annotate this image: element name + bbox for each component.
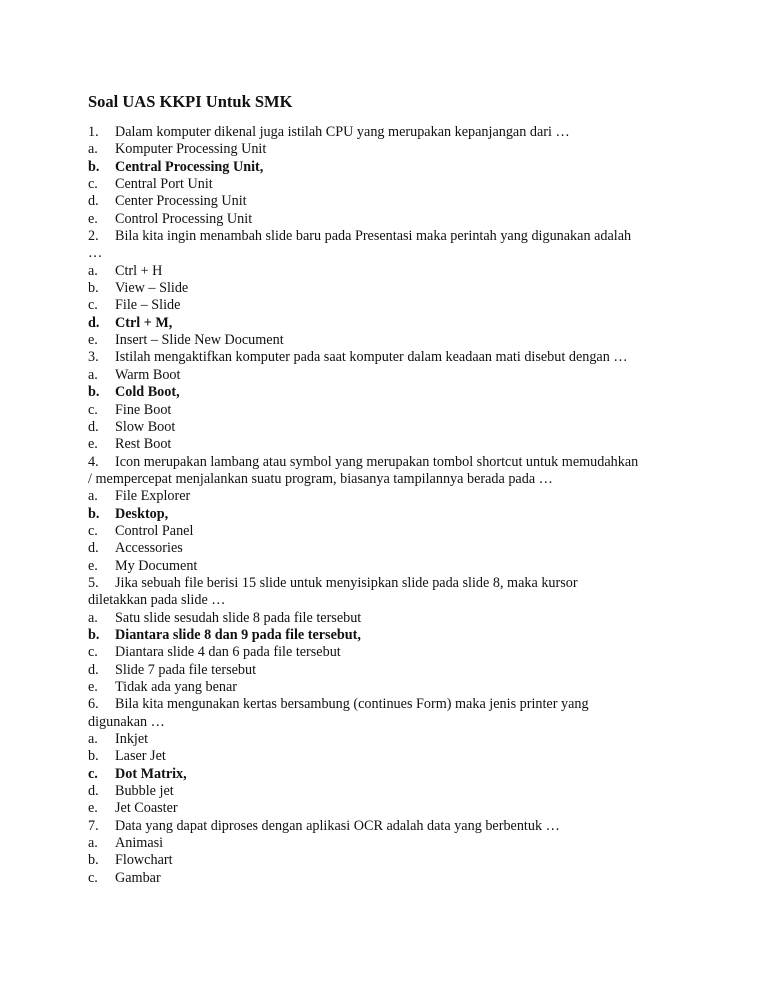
line-text: Center Processing Unit (115, 193, 247, 210)
option-line (88, 610, 688, 627)
line-text: Slow Boot (115, 418, 176, 435)
continuation-line (88, 471, 688, 488)
line-text: Istilah mengaktifkan komputer pada saat komputer dalam keadaan mati disebut dengan … (115, 349, 628, 366)
line-label: e. (88, 210, 98, 227)
line-label: 4. (88, 453, 99, 470)
line-label: b. (88, 384, 100, 401)
line-text: Central Port Unit (115, 176, 213, 193)
option-line (88, 436, 688, 453)
option-line (88, 644, 688, 661)
question-list (88, 124, 688, 887)
option-line (88, 800, 688, 817)
line-label: d. (88, 783, 99, 800)
line-label: e. (88, 332, 98, 349)
question-line (88, 454, 688, 471)
line-label: 1. (88, 124, 99, 140)
option-line (88, 211, 688, 228)
document-page (88, 92, 688, 887)
line-text: Gambar (115, 869, 161, 886)
line-label: d. (88, 661, 99, 678)
line-label: b. (88, 505, 100, 522)
line-text: Flowchart (115, 852, 173, 869)
option-line (88, 783, 688, 800)
continuation-line (88, 245, 688, 262)
question-line (88, 818, 688, 835)
line-text: Fine Boot (115, 401, 172, 418)
line-text: Satu slide sesudah slide 8 pada file tersebut (115, 609, 362, 626)
line-text: diletakkan pada slide … (88, 592, 226, 609)
option-line (88, 748, 688, 765)
line-text: Jet Coaster (115, 800, 178, 817)
line-label: c. (88, 297, 98, 314)
question-line (88, 696, 688, 713)
line-label: 6. (88, 696, 99, 713)
option-line (88, 141, 688, 158)
line-text: Control Processing Unit (115, 210, 253, 227)
line-text: Ctrl + M, (115, 314, 173, 331)
option-line (88, 419, 688, 436)
line-text: Bila kita mengunakan kertas bersambung (continues Form) maka jenis printer yang (115, 696, 589, 713)
line-label: c. (88, 401, 98, 418)
line-label: b. (88, 852, 99, 869)
option-line (88, 852, 688, 869)
line-text: Rest Boot (115, 436, 172, 453)
line-text: Tidak ada yang benar (115, 679, 238, 695)
option-line (88, 662, 688, 679)
line-text: digunakan … (88, 713, 165, 730)
option-line (88, 159, 688, 176)
line-label: a. (88, 731, 98, 748)
line-label: c. (88, 644, 98, 661)
option-line (88, 731, 688, 748)
question-line (88, 228, 688, 245)
question-line (88, 349, 688, 366)
line-label: 2. (88, 228, 99, 245)
option-line (88, 193, 688, 210)
line-label: d. (88, 540, 99, 557)
line-text: File – Slide (115, 297, 181, 314)
line-text: Diantara slide 4 dan 6 pada file tersebut (115, 644, 341, 661)
page-title: Soal UAS KKPI Untuk SMK (88, 92, 293, 111)
line-text: Insert – Slide New Document (115, 332, 284, 349)
continuation-line (88, 592, 688, 609)
option-line (88, 679, 688, 696)
line-text: Control Panel (115, 522, 194, 539)
line-text: Jika sebuah file berisi 15 slide untuk menyisipkan slide pada slide 8, maka kursor (115, 574, 578, 591)
line-label: d. (88, 193, 99, 210)
line-text: Diantara slide 8 dan 9 pada file tersebut, (115, 626, 361, 643)
line-label: c. (88, 765, 98, 782)
option-line (88, 332, 688, 349)
option-line (88, 367, 688, 384)
option-line (88, 176, 688, 193)
option-line (88, 315, 688, 332)
line-text: My Document (115, 557, 198, 574)
line-label: b. (88, 626, 100, 643)
line-label: b. (88, 748, 99, 765)
option-line (88, 297, 688, 314)
line-label: d. (88, 314, 100, 331)
line-text: Accessories (115, 540, 183, 557)
line-text: Animasi (115, 835, 164, 852)
line-label: b. (88, 280, 99, 297)
continuation-line (88, 714, 688, 731)
question-line (88, 124, 688, 141)
line-text: Bubble jet (115, 783, 174, 800)
line-label: e. (88, 679, 98, 695)
option-line (88, 263, 688, 280)
line-label: e. (88, 800, 98, 817)
option-line (88, 402, 688, 419)
option-line (88, 766, 688, 783)
option-line (88, 558, 688, 575)
line-text: / mempercepat menjalankan suatu program, biasanya tampilannya berada pada … (88, 470, 553, 487)
line-label: a. (88, 488, 98, 505)
line-text: Data yang dapat diproses dengan aplikasi OCR adalah data yang berbentuk … (115, 817, 560, 834)
line-text: View – Slide (115, 280, 189, 297)
line-label: c. (88, 176, 98, 193)
line-text: Komputer Processing Unit (115, 141, 267, 158)
line-label: a. (88, 609, 98, 626)
option-line (88, 384, 688, 401)
line-label: 3. (88, 349, 99, 366)
line-label: 7. (88, 817, 99, 834)
line-text: Dalam komputer dikenal juga istilah CPU yang merupakan kepanjangan dari … (115, 124, 570, 140)
line-text: Laser Jet (115, 748, 166, 765)
line-text: Inkjet (115, 731, 149, 748)
line-label: d. (88, 418, 99, 435)
line-text: Warm Boot (115, 366, 181, 383)
line-label: c. (88, 522, 98, 539)
line-label: e. (88, 436, 98, 453)
option-line (88, 488, 688, 505)
option-line (88, 280, 688, 297)
line-label: a. (88, 141, 98, 158)
line-label: a. (88, 366, 98, 383)
line-label: 5. (88, 574, 99, 591)
option-line (88, 627, 688, 644)
line-text: Desktop, (115, 505, 169, 522)
line-label: b. (88, 158, 100, 175)
line-text: Ctrl + H (115, 262, 163, 279)
line-text: Cold Boot, (115, 384, 180, 401)
line-text: File Explorer (115, 488, 191, 505)
line-label: a. (88, 262, 98, 279)
option-line (88, 506, 688, 523)
line-text: Icon merupakan lambang atau symbol yang merupakan tombol shortcut untuk memudahkan (115, 453, 639, 470)
line-text: … (88, 245, 103, 262)
line-label: e. (88, 557, 98, 574)
line-text: Slide 7 pada file tersebut (115, 661, 257, 678)
question-line (88, 575, 688, 592)
line-text: Central Processing Unit, (115, 158, 264, 175)
option-line (88, 523, 688, 540)
line-label: c. (88, 869, 98, 886)
line-text: Bila kita ingin menambah slide baru pada Presentasi maka perintah yang digunakan adalah (115, 228, 632, 245)
option-line (88, 835, 688, 852)
line-label: a. (88, 835, 98, 852)
option-line (88, 540, 688, 557)
line-text: Dot Matrix, (115, 765, 187, 782)
option-line (88, 870, 688, 887)
